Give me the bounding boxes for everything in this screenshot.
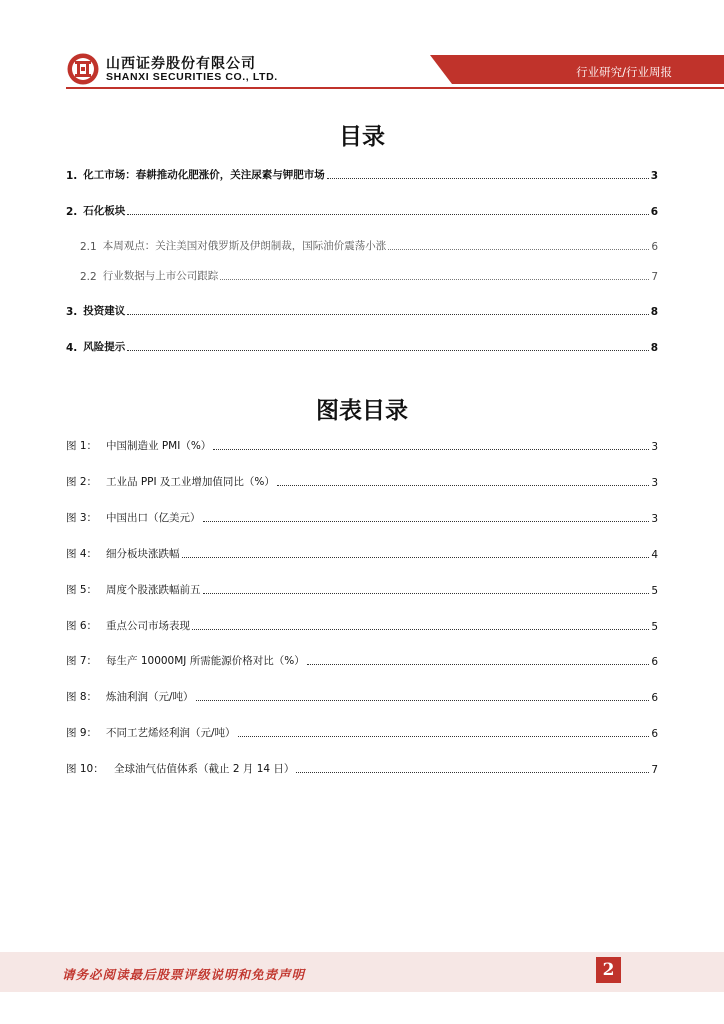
figure-leader-dots bbox=[203, 520, 650, 522]
toc-item-number: 1. bbox=[66, 170, 78, 182]
company-name-en: SHANXI SECURITIES CO., LTD. bbox=[106, 71, 278, 83]
figure-item[interactable] bbox=[66, 617, 658, 633]
company-name-cn: 山西证券股份有限公司 bbox=[106, 56, 256, 72]
figure-label: 图 1： bbox=[66, 440, 98, 452]
toc-leader-dots bbox=[388, 248, 649, 250]
toc-item-text: 行业数据与上市公司跟踪 bbox=[102, 270, 219, 282]
figure-page: 6 bbox=[651, 692, 658, 704]
figure-text: 不同工艺烯烃利润（元/吨） bbox=[106, 727, 236, 739]
figure-leader-dots bbox=[238, 735, 650, 737]
figure-page: 5 bbox=[651, 585, 658, 597]
toc-leader-dots bbox=[127, 349, 648, 351]
toc-title: 目录 bbox=[339, 124, 385, 150]
figure-page: 7 bbox=[651, 764, 658, 776]
toc-item[interactable] bbox=[66, 166, 658, 182]
figure-page: 3 bbox=[651, 513, 658, 525]
toc-subitem[interactable] bbox=[80, 267, 658, 283]
toc-item-text: 本周观点：关注美国对俄罗斯及伊朗制裁，国际油价震荡小涨 bbox=[102, 240, 387, 252]
toc-item-page: 8 bbox=[650, 306, 658, 318]
toc-item-text: 风险提示 bbox=[83, 341, 126, 353]
toc-item-number: 2.1 bbox=[80, 241, 97, 253]
figure-page: 6 bbox=[651, 656, 658, 668]
figure-text: 周度个股涨跌幅前五 bbox=[106, 584, 201, 596]
figure-label: 图 2： bbox=[66, 476, 98, 488]
toc-item-text: 投资建议 bbox=[83, 305, 126, 317]
figure-text: 细分板块涨跌幅 bbox=[106, 548, 180, 560]
toc-item-page: 6 bbox=[651, 241, 658, 253]
figure-item[interactable] bbox=[66, 437, 658, 453]
company-logo-icon bbox=[66, 52, 100, 86]
header-red-band bbox=[0, 0, 724, 100]
figure-label: 图 7： bbox=[66, 655, 98, 667]
toc-item-page: 6 bbox=[650, 206, 658, 218]
figure-item[interactable] bbox=[66, 724, 658, 740]
figure-text: 重点公司市场表现 bbox=[106, 620, 190, 632]
figure-item[interactable] bbox=[66, 688, 658, 704]
figure-item[interactable] bbox=[66, 509, 658, 525]
toc-item-text: 石化板块 bbox=[83, 205, 126, 217]
figure-label: 图 8： bbox=[66, 691, 98, 703]
figure-leader-dots bbox=[203, 592, 650, 594]
toc-item-number: 2.2 bbox=[80, 271, 97, 283]
toc-item-page: 8 bbox=[650, 342, 658, 354]
figure-leader-dots bbox=[277, 484, 649, 486]
figure-text: 每生产 10000MJ 所需能源价格对比（%） bbox=[106, 655, 305, 667]
toc-subitem[interactable] bbox=[80, 237, 658, 253]
toc-item-number: 3. bbox=[66, 306, 78, 318]
figure-text: 中国出口（亿美元） bbox=[106, 512, 201, 524]
figure-item[interactable] bbox=[66, 760, 658, 776]
toc-item-page: 7 bbox=[651, 271, 658, 283]
figure-page: 6 bbox=[651, 728, 658, 740]
figure-item[interactable] bbox=[66, 545, 658, 561]
toc-leader-dots bbox=[127, 213, 648, 215]
figure-leader-dots bbox=[196, 699, 650, 701]
toc-item-text: 化工市场：春耕推动化肥涨价，关注尿素与钾肥市场 bbox=[83, 169, 325, 181]
figure-text: 中国制造业 PMI（%） bbox=[106, 440, 212, 452]
figure-label: 图 10： bbox=[66, 763, 104, 775]
toc-leader-dots bbox=[127, 313, 648, 315]
figure-label: 图 3： bbox=[66, 512, 98, 524]
figure-leader-dots bbox=[182, 556, 650, 558]
figure-page: 5 bbox=[651, 621, 658, 633]
figure-leader-dots bbox=[296, 771, 649, 773]
toc-item[interactable] bbox=[66, 338, 658, 354]
toc-leader-dots bbox=[220, 278, 649, 280]
figure-page: 3 bbox=[651, 441, 658, 453]
toc-item[interactable] bbox=[66, 302, 658, 318]
figure-label: 图 4： bbox=[66, 548, 98, 560]
figure-item[interactable] bbox=[66, 473, 658, 489]
toc-item-page: 3 bbox=[650, 170, 658, 182]
figure-item[interactable] bbox=[66, 652, 658, 668]
page-number: 2 bbox=[596, 957, 621, 983]
report-type-tag: 行业研究/行业周报 bbox=[576, 65, 672, 79]
figure-leader-dots bbox=[307, 663, 650, 665]
page-header bbox=[0, 0, 724, 100]
figure-label: 图 5： bbox=[66, 584, 98, 596]
figures-title: 图表目录 bbox=[316, 398, 408, 424]
figure-label: 图 6： bbox=[66, 620, 98, 632]
figure-item[interactable] bbox=[66, 581, 658, 597]
toc-leader-dots bbox=[327, 177, 649, 179]
toc-item-number: 2. bbox=[66, 206, 78, 218]
toc-item-number: 4. bbox=[66, 342, 78, 354]
toc-item[interactable] bbox=[66, 202, 658, 218]
figure-leader-dots bbox=[213, 448, 649, 450]
figure-page: 4 bbox=[651, 549, 658, 561]
figure-text: 工业品 PPI 及工业增加值同比（%） bbox=[106, 476, 275, 488]
figure-text: 全球油气估值体系（截止 2 月 14 日） bbox=[114, 763, 295, 775]
figure-label: 图 9： bbox=[66, 727, 98, 739]
figure-page: 3 bbox=[651, 477, 658, 489]
disclaimer-notice: 请务必阅读最后股票评级说明和免责声明 bbox=[62, 967, 306, 982]
figure-leader-dots bbox=[192, 628, 649, 630]
figure-text: 炼油利润（元/吨） bbox=[106, 691, 194, 703]
